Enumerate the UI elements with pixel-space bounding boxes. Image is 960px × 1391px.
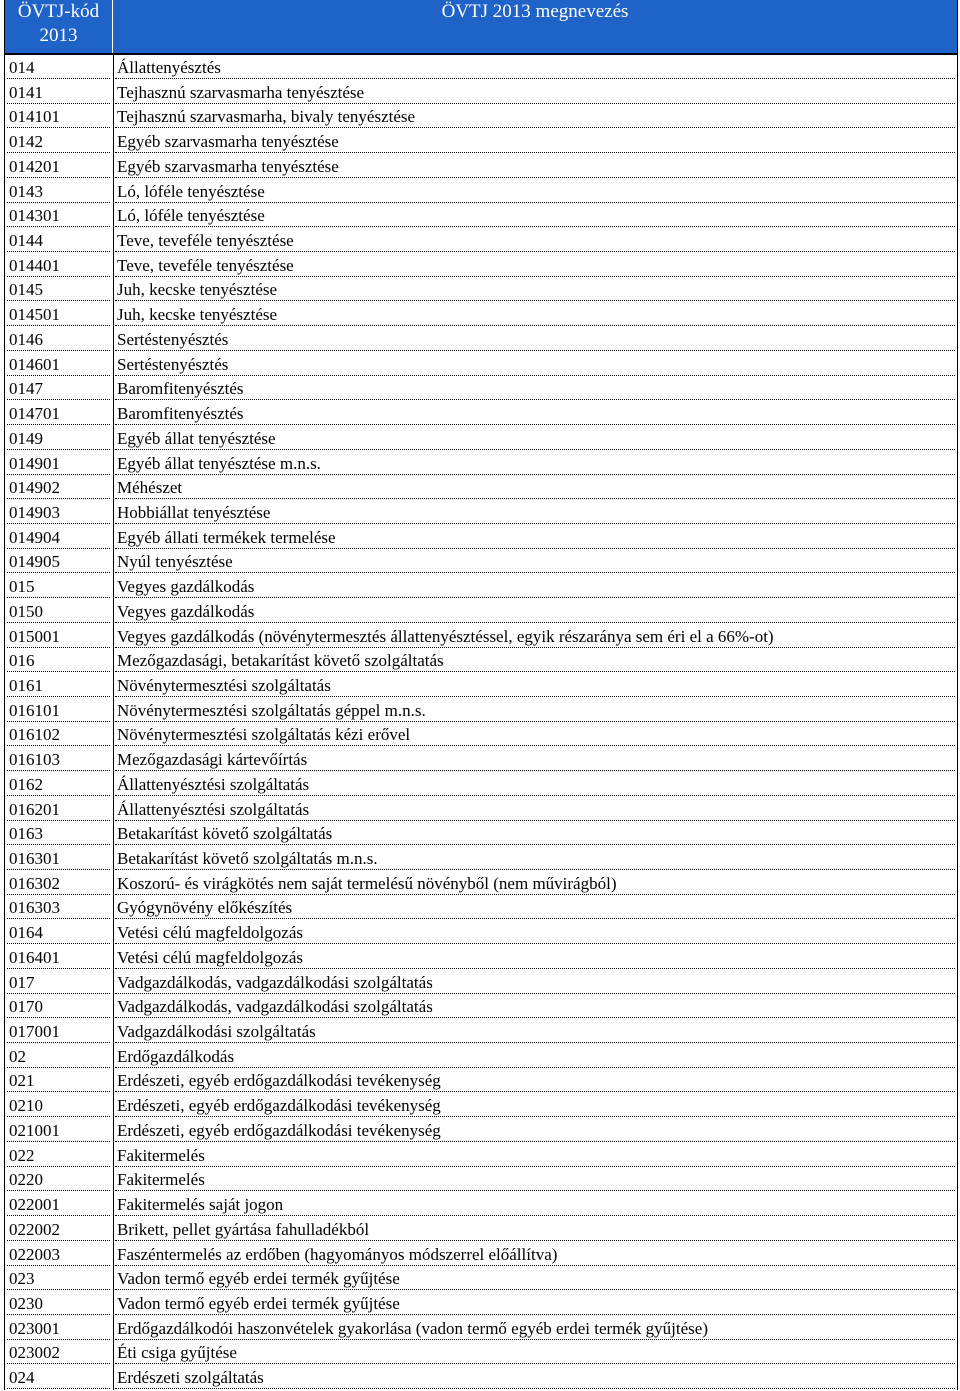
table-row [5, 81, 957, 106]
row-name: Vadon termő egyéb erdei termék gyűjtése [115, 1292, 955, 1315]
table-row [5, 649, 957, 674]
table-header [5, 0, 957, 55]
table-body [5, 56, 957, 1391]
row-code: 0149 [7, 427, 110, 450]
row-code: 0163 [7, 822, 110, 845]
table-row [5, 204, 957, 229]
table-row [5, 1218, 957, 1243]
name-header-title: ÖVTJ 2013 megnevezés [441, 1, 629, 22]
row-name: Egyéb állat tenyésztése [115, 427, 955, 450]
table-row [5, 847, 957, 872]
row-name: Növénytermesztési szolgáltatás [115, 674, 955, 697]
row-code: 021 [7, 1069, 110, 1092]
row-name: Egyéb szarvasmarha tenyésztése [115, 130, 955, 153]
table-row [5, 600, 957, 625]
row-code: 014501 [7, 303, 110, 326]
row-code: 0150 [7, 600, 110, 623]
table-row [5, 452, 957, 477]
row-code: 016101 [7, 699, 110, 722]
table-row [5, 699, 957, 724]
row-name: Méhészet [115, 476, 955, 499]
table-row [5, 501, 957, 526]
code-table [4, 0, 958, 1390]
row-code: 023002 [7, 1341, 110, 1364]
row-code: 014401 [7, 254, 110, 277]
table-row [5, 1094, 957, 1119]
table-row [5, 1267, 957, 1292]
table-row [5, 822, 957, 847]
code-header-year: 2013 [39, 25, 78, 46]
row-code: 0144 [7, 229, 110, 252]
row-code: 023 [7, 1267, 110, 1290]
row-name: Tejhasznú szarvasmarha, bivaly tenyésztése [115, 105, 955, 128]
table-row [5, 971, 957, 996]
table-row [5, 550, 957, 575]
table-row [5, 946, 957, 971]
table-row [5, 328, 957, 353]
table-row [5, 1119, 957, 1144]
row-code: 023001 [7, 1317, 110, 1340]
row-name: Egyéb szarvasmarha tenyésztése [115, 155, 955, 178]
row-name: Koszorú- és virágkötés nem saját termelésű növényből (nem művirágból) [115, 872, 955, 895]
row-name: Egyéb állat tenyésztése m.n.s. [115, 452, 955, 475]
row-code: 014201 [7, 155, 110, 178]
row-code: 014902 [7, 476, 110, 499]
table-row [5, 773, 957, 798]
row-code: 0162 [7, 773, 110, 796]
table-row [5, 674, 957, 699]
row-code: 024 [7, 1366, 110, 1389]
table-row [5, 921, 957, 946]
row-name: Brikett, pellet gyártása fahulladékból [115, 1218, 955, 1241]
code-header-title: ÖVTJ-kód [17, 1, 100, 22]
table-row [5, 872, 957, 897]
table-row [5, 896, 957, 921]
table-row [5, 303, 957, 328]
row-code: 014301 [7, 204, 110, 227]
row-name: Mezőgazdasági kártevőírtás [115, 748, 955, 771]
row-code: 016301 [7, 847, 110, 870]
table-row [5, 798, 957, 823]
table-row [5, 254, 957, 279]
row-name: Növénytermesztési szolgáltatás géppel m.n.s. [115, 699, 955, 722]
row-code: 0161 [7, 674, 110, 697]
row-code: 017 [7, 971, 110, 994]
table-row [5, 402, 957, 427]
row-name: Juh, kecske tenyésztése [115, 278, 955, 301]
table-row [5, 180, 957, 205]
row-code: 022 [7, 1144, 110, 1167]
row-name: Baromfitenyésztés [115, 377, 955, 400]
row-name: Betakarítást követő szolgáltatás m.n.s. [115, 847, 955, 870]
row-code: 016401 [7, 946, 110, 969]
row-name: Növénytermesztési szolgáltatás kézi erővel [115, 723, 955, 746]
row-code: 0230 [7, 1292, 110, 1315]
table-row [5, 1317, 957, 1342]
table-row [5, 353, 957, 378]
row-name: Vegyes gazdálkodás [115, 575, 955, 598]
row-code: 016102 [7, 723, 110, 746]
row-name: Vegyes gazdálkodás (növénytermesztés állattenyésztéssel, egyik részaránya sem éri el a 66%-ot) [115, 625, 955, 648]
code-column-header [5, 0, 112, 53]
table-row [5, 56, 957, 81]
row-name: Állattenyésztési szolgáltatás [115, 798, 955, 821]
table-row [5, 476, 957, 501]
row-code: 0143 [7, 180, 110, 203]
table-row [5, 377, 957, 402]
table-row [5, 1020, 957, 1045]
row-code: 014701 [7, 402, 110, 425]
name-column-header [113, 0, 957, 53]
row-name: Vetési célú magfeldolgozás [115, 921, 955, 944]
row-code: 022002 [7, 1218, 110, 1241]
row-name: Erdőgazdálkodás [115, 1045, 955, 1068]
row-name: Juh, kecske tenyésztése [115, 303, 955, 326]
table-row [5, 130, 957, 155]
row-name: Vegyes gazdálkodás [115, 600, 955, 623]
row-code: 014904 [7, 526, 110, 549]
row-code: 0220 [7, 1168, 110, 1191]
row-name: Fakitermelés [115, 1168, 955, 1191]
row-name: Betakarítást követő szolgáltatás [115, 822, 955, 845]
row-code: 014901 [7, 452, 110, 475]
row-code: 022003 [7, 1243, 110, 1266]
row-name: Erdőgazdálkodói haszonvételek gyakorlása (vadon termő egyéb erdei termék gyűjtése) [115, 1317, 955, 1340]
row-code: 02 [7, 1045, 110, 1068]
row-name: Tejhasznú szarvasmarha tenyésztése [115, 81, 955, 104]
table-row [5, 1243, 957, 1268]
row-code: 0170 [7, 995, 110, 1018]
row-code: 014905 [7, 550, 110, 573]
row-name: Nyúl tenyésztése [115, 550, 955, 573]
row-code: 022001 [7, 1193, 110, 1216]
row-code: 0164 [7, 921, 110, 944]
row-name: Egyéb állati termékek termelése [115, 526, 955, 549]
table-row [5, 1292, 957, 1317]
row-name: Állattenyésztési szolgáltatás [115, 773, 955, 796]
table-row [5, 1193, 957, 1218]
row-name: Vadgazdálkodás, vadgazdálkodási szolgáltatás [115, 995, 955, 1018]
table-row [5, 1144, 957, 1169]
row-name: Fakitermelés saját jogon [115, 1193, 955, 1216]
row-name: Állattenyésztés [115, 56, 955, 79]
row-name: Éti csiga gyűjtése [115, 1341, 955, 1364]
row-code: 014601 [7, 353, 110, 376]
row-name: Sertéstenyésztés [115, 328, 955, 351]
table-row [5, 1341, 957, 1366]
row-code: 017001 [7, 1020, 110, 1043]
row-code: 016 [7, 649, 110, 672]
row-code: 0141 [7, 81, 110, 104]
row-code: 014101 [7, 105, 110, 128]
row-code: 0147 [7, 377, 110, 400]
table-row [5, 526, 957, 551]
row-code: 0142 [7, 130, 110, 153]
row-name: Ló, lóféle tenyésztése [115, 204, 955, 227]
row-name: Vadgazdálkodási szolgáltatás [115, 1020, 955, 1043]
row-name: Mezőgazdasági, betakarítást követő szolgáltatás [115, 649, 955, 672]
table-row [5, 105, 957, 130]
row-name: Erdészeti, egyéb erdőgazdálkodási tevékenység [115, 1094, 955, 1117]
row-name: Erdészeti, egyéb erdőgazdálkodási tevékenység [115, 1119, 955, 1142]
row-name: Baromfitenyésztés [115, 402, 955, 425]
row-code: 016103 [7, 748, 110, 771]
row-name: Ló, lóféle tenyésztése [115, 180, 955, 203]
row-name: Gyógynövény előkészítés [115, 896, 955, 919]
table-row [5, 229, 957, 254]
row-name: Faszéntermelés az erdőben (hagyományos módszerrel előállítva) [115, 1243, 955, 1266]
table-row [5, 995, 957, 1020]
row-code: 014 [7, 56, 110, 79]
row-code: 0210 [7, 1094, 110, 1117]
row-name: Teve, teveféle tenyésztése [115, 254, 955, 277]
row-code: 021001 [7, 1119, 110, 1142]
row-code: 0145 [7, 278, 110, 301]
table-row [5, 748, 957, 773]
table-row [5, 575, 957, 600]
table-row [5, 1168, 957, 1193]
row-name: Sertéstenyésztés [115, 353, 955, 376]
table-row [5, 1045, 957, 1070]
row-code: 014903 [7, 501, 110, 524]
row-name: Erdészeti, egyéb erdőgazdálkodási tevékenység [115, 1069, 955, 1092]
table-row [5, 278, 957, 303]
table-row [5, 723, 957, 748]
row-code: 016303 [7, 896, 110, 919]
table-row [5, 427, 957, 452]
table-row [5, 1366, 957, 1391]
row-code: 015001 [7, 625, 110, 648]
row-name: Fakitermelés [115, 1144, 955, 1167]
row-name: Teve, teveféle tenyésztése [115, 229, 955, 252]
row-name: Vetési célú magfeldolgozás [115, 946, 955, 969]
row-code: 016201 [7, 798, 110, 821]
row-code: 0146 [7, 328, 110, 351]
row-name: Erdészeti szolgáltatás [115, 1366, 955, 1389]
table-row [5, 155, 957, 180]
row-code: 015 [7, 575, 110, 598]
table-row [5, 625, 957, 650]
table-row [5, 1069, 957, 1094]
row-code: 016302 [7, 872, 110, 895]
row-name: Vadon termő egyéb erdei termék gyűjtése [115, 1267, 955, 1290]
row-name: Hobbiállat tenyésztése [115, 501, 955, 524]
row-name: Vadgazdálkodás, vadgazdálkodási szolgáltatás [115, 971, 955, 994]
